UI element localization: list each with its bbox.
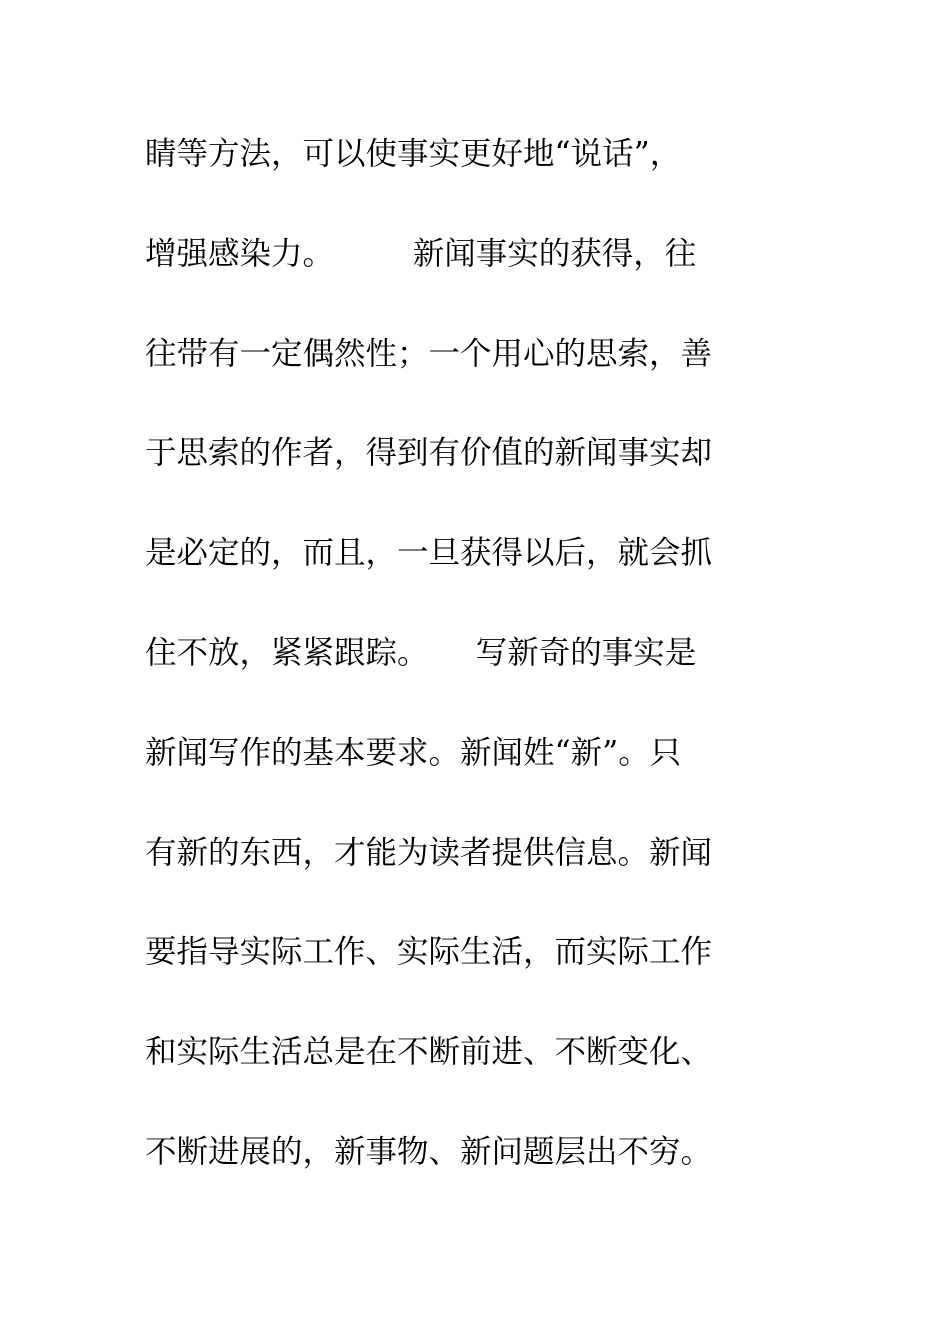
text-line-1: 睛等方法，可以使事实更好地“说话”， <box>145 136 682 172</box>
text-line-3: 往带有一定偶然性；一个用心的思索，善 <box>145 335 713 372</box>
text-line-10: 和实际生活总是在不断前进、不断变化、 <box>145 1034 713 1071</box>
text-line-4: 于思索的作者，得到有价值的新闻事实却 <box>145 435 713 472</box>
text-line-6: 住不放，紧紧跟踪。 写新奇的事实是 <box>145 634 697 671</box>
text-line-11: 不断进展的，新事物、新问题层出不穷。 <box>145 1133 713 1170</box>
text-line-8: 有新的东西，才能为读者提供信息。新闻 <box>145 834 713 871</box>
text-line-2: 增强感染力。 新闻事实的获得，往 <box>145 235 697 272</box>
text-line-7: 新闻写作的基本要求。新闻姓“新”。只 <box>145 734 682 771</box>
text-line-9: 要指导实际工作、实际生活，而实际工作 <box>145 934 713 971</box>
text-line-5: 是必定的，而且，一旦获得以后，就会抓 <box>145 535 713 572</box>
body-text <box>145 126 785 1224</box>
